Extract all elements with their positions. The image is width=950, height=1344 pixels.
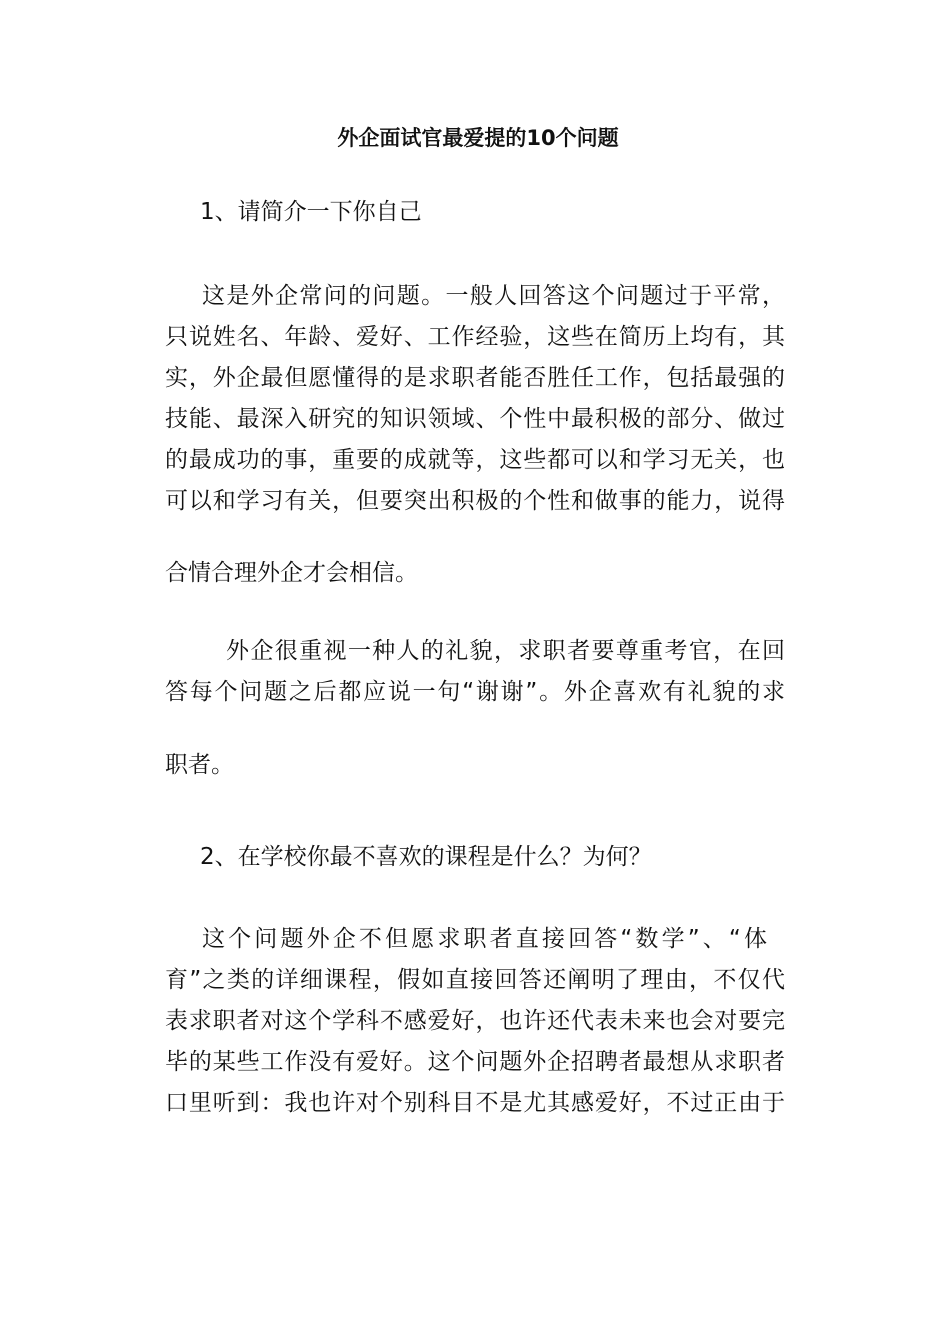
- text-line: 毕的某些工作没有爱好。这个问题外企招聘者最想从求职者: [165, 1049, 785, 1075]
- text-line: 口里听到：我也许对个别科目不是尤其感爱好，不过正由于: [165, 1090, 785, 1116]
- text-line: 的最成功的事，重要的成就等，这些都可以和学习无关，也: [165, 447, 785, 473]
- text-line: 这是外企常问的问题。一般人回答这个问题过于平常，: [202, 283, 785, 309]
- document-title: 外企面试官最爱提的10个问题: [337, 126, 619, 150]
- text-line: 职者。: [165, 752, 234, 778]
- text-line: 可以和学习有关，但要突出积极的个性和做事的能力，说得: [165, 488, 785, 514]
- text-line: 技能、最深入研究的知识领域、个性中最积极的部分、做过: [165, 406, 785, 432]
- text-line: 表求职者对这个学科不感爱好，也许还代表未来也会对要完: [165, 1008, 785, 1034]
- text-line: 实，外企最但愿懂得的是求职者能否胜任工作，包括最强的: [165, 365, 785, 391]
- text-line: 育”之类的详细课程，假如直接回答还阐明了理由，不仅代: [165, 967, 785, 993]
- text-line: 答每个问题之后都应说一句“谢谢”。外企喜欢有礼貌的求: [165, 679, 785, 705]
- text-line: 外企很重视一种人的礼貌，求职者要尊重考官，在回: [226, 638, 785, 664]
- question-2-heading: 2、在学校你最不喜欢的课程是什么？为何？: [200, 844, 652, 870]
- text-line: 只说姓名、年龄、爱好、工作经验，这些在简历上均有，其: [165, 324, 785, 350]
- text-line: 这个问题外企不但愿求职者直接回答“数学”、“体: [202, 926, 767, 952]
- text-line: 合情合理外企才会相信。: [165, 560, 418, 586]
- question-1-heading: 1、请简介一下你自己: [200, 199, 422, 225]
